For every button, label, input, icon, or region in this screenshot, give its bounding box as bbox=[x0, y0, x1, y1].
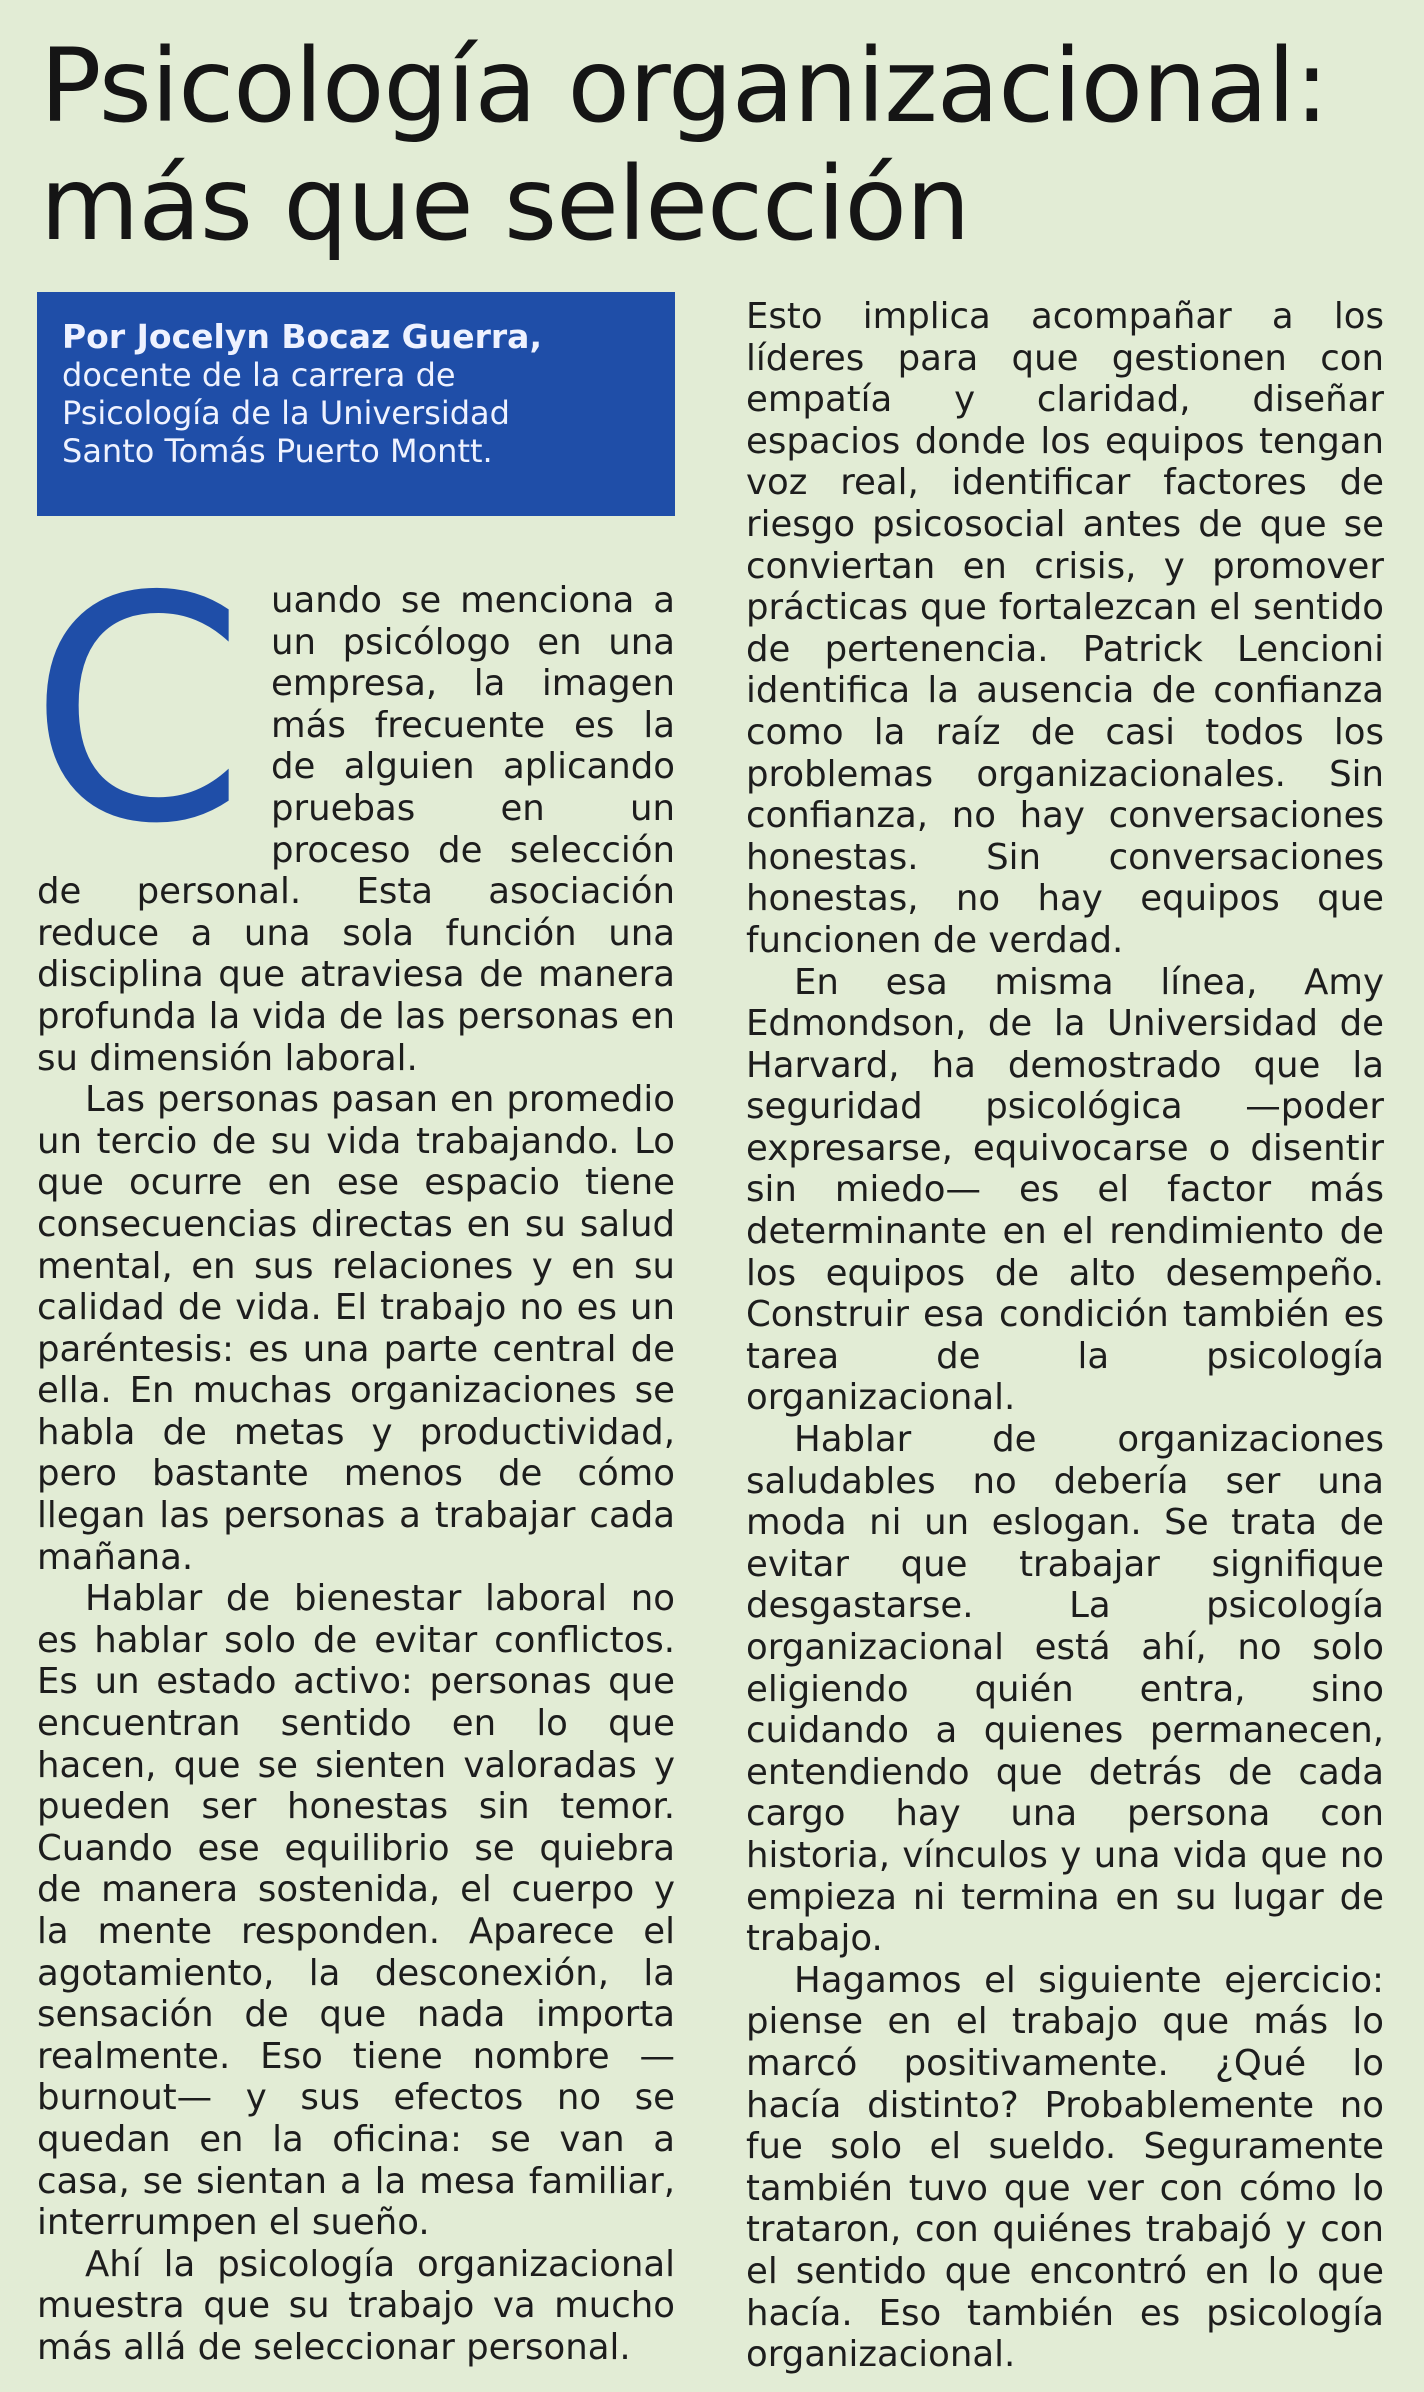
headline-line-2: más que selección bbox=[40, 145, 970, 264]
paragraph-text: uando se menciona a un psicólogo en una empresa, la imagen más frecuente es la de alguien aplicando pruebas en un proceso de selección de personal. Esta asociación reduce a una sola función una disciplina que atraviesa de manera profunda la vida de las personas en su dimensión laboral. bbox=[37, 580, 675, 1079]
paragraph: En esa misma línea, Amy Edmondson, de la Universidad de Harvard, ha demostrado que la seguridad psicológica —poder expresarse, equivocarse o disentir sin miedo— es el factor más determinante en el rendimiento de los equipos de alto desempeño. Construir esa condición también es tarea de la psicología organizacional. bbox=[746, 961, 1384, 1419]
drop-cap-letter: C bbox=[29, 586, 246, 836]
right-column bbox=[746, 296, 1384, 2376]
byline-role-line-3: Santo Tomás Puerto Montt. bbox=[62, 432, 493, 470]
article-headline bbox=[40, 28, 1410, 264]
headline-line-1: Psicología organizacional: bbox=[40, 27, 1328, 146]
byline-role-line-1: docente de la carrera de bbox=[62, 356, 456, 394]
byline-role-line-2: Psicología de la Universidad bbox=[62, 394, 510, 432]
paragraph: Esto implica acompañar a los líderes para que gestionen con empatía y claridad, diseñar espacios donde los equipos tengan voz real, identificar factores de riesgo psicosocial antes de que se conviertan en crisis, y promover prácticas que fortalezcan el sentido de pertenencia. Patrick Lencioni identifica la ausencia de confianza como la raíz de casi todos los problemas organizacionales. Sin confianza, no hay conversaciones honestas. Sin conversaciones honestas, no hay equipos que funcionen de verdad. bbox=[746, 296, 1384, 961]
paragraph: Hablar de bienestar laboral no es hablar solo de evitar conflictos. Es un estado activo: personas que encuentran sentido en lo que hacen, que se sienten valoradas y pueden ser honestas sin temor. Cuando ese equilibrio se quiebra de manera sostenida, el cuerpo y la mente responden. Aparece el agotamiento, la desconexión, la sensación de que nada importa realmente. Eso tiene nombre —burnout— y sus efectos no se quedan en la oficina: se van a casa, se sientan a la mesa familiar, interrumpen el sueño. bbox=[37, 1578, 675, 2244]
drop-cap bbox=[29, 586, 259, 836]
paragraph: Hagamos el siguiente ejercicio: piense en el trabajo que más lo marcó positivamente. ¿Qué lo hacía distinto? Probablemente no fue solo el sueldo. Seguramente también tuvo que ver con cómo lo trataron, con quiénes trabajó y con el sentido que encontró en lo que hacía. Eso también es psicología organizacional. bbox=[746, 1959, 1384, 2376]
paragraph: Las personas pasan en promedio un tercio de su vida trabajando. Lo que ocurre en ese espacio tiene consecuencias directas en su salud mental, en sus relaciones y en su calidad de vida. El trabajo no es un paréntesis: es una parte central de ella. En muchas organizaciones se habla de metas y productividad, pero bastante menos de cómo llegan las personas a trabajar cada mañana. bbox=[37, 1079, 675, 1578]
left-column bbox=[29, 580, 675, 2369]
drop-cap-glyph bbox=[29, 586, 259, 836]
paragraph: Hablar de organizaciones saludables no debería ser una moda ni un eslogan. Se trata de evitar que trabajar signifique desgastarse. La psicología organizacional está ahí, no solo eligiendo quién entra, sino cuidando a quienes permanecen, entendiendo que detrás de cada cargo hay una persona con historia, vínculos y una vida que no empieza ni termina en su lugar de trabajo. bbox=[746, 1419, 1384, 1960]
paragraph bbox=[29, 580, 675, 1079]
byline-author: Por Jocelyn Bocaz Guerra, bbox=[62, 317, 542, 356]
byline-box bbox=[37, 292, 675, 516]
paragraph: Ahí la psicología organizacional muestra que su trabajo va mucho más allá de seleccionar personal. bbox=[37, 2243, 675, 2368]
